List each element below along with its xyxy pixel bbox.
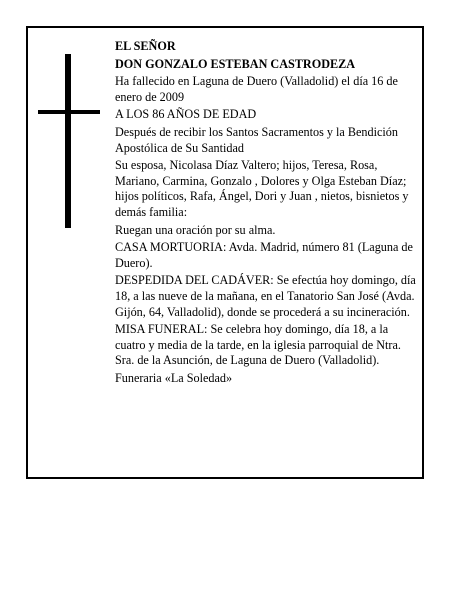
funeral-house: CASA MORTUORIA: Avda. Madrid, número 81 (Laguna de Duero).	[115, 240, 413, 270]
farewell-details: DESPEDIDA DEL CADÁVER: Se efectúa hoy domingo, día 18, a las nueve de la mañana, en el Tanatorio San José (Avda. Gijón, 64, Valladolid), donde se procederá a su incineración.	[115, 273, 416, 319]
funeral-home: Funeraria «La Soledad»	[115, 370, 233, 385]
prayer-request: Ruegan una oración por su alma.	[115, 222, 276, 237]
sacraments-statement: Después de recibir los Santos Sacramentos y la Bendición Apostólica de Su Santidad	[115, 124, 398, 155]
obituary-notice	[26, 26, 424, 479]
latin-cross-icon	[38, 54, 100, 228]
deceased-name: DON GONZALO ESTEBAN CASTRODEZA	[115, 56, 356, 71]
death-statement: Ha fallecido en Laguna de Duero (Valladolid) el día 16 de enero de 2009	[115, 74, 398, 104]
funeral-mass-details: MISA FUNERAL: Se celebra hoy domingo, día 18, a la cuatro y media de la tarde, en la iglesia parroquial de Ntra. Sra. de la Asunción, de Laguna de Duero (Valladolid).	[115, 322, 401, 368]
obituary-text	[115, 39, 421, 388]
notice-title: EL SEÑOR	[115, 39, 176, 53]
family-list: Su esposa, Nicolasa Díaz Valtero; hijos, Teresa, Rosa, Mariano, Carmina, Gonzalo , Dolores y Olga Esteban Díaz; hijos políticos, Rafa, Ángel, Dori y Juan , nietos, bisnietos y demás familia:	[115, 158, 409, 219]
age-statement: A LOS 86 AÑOS DE EDAD	[115, 107, 257, 122]
